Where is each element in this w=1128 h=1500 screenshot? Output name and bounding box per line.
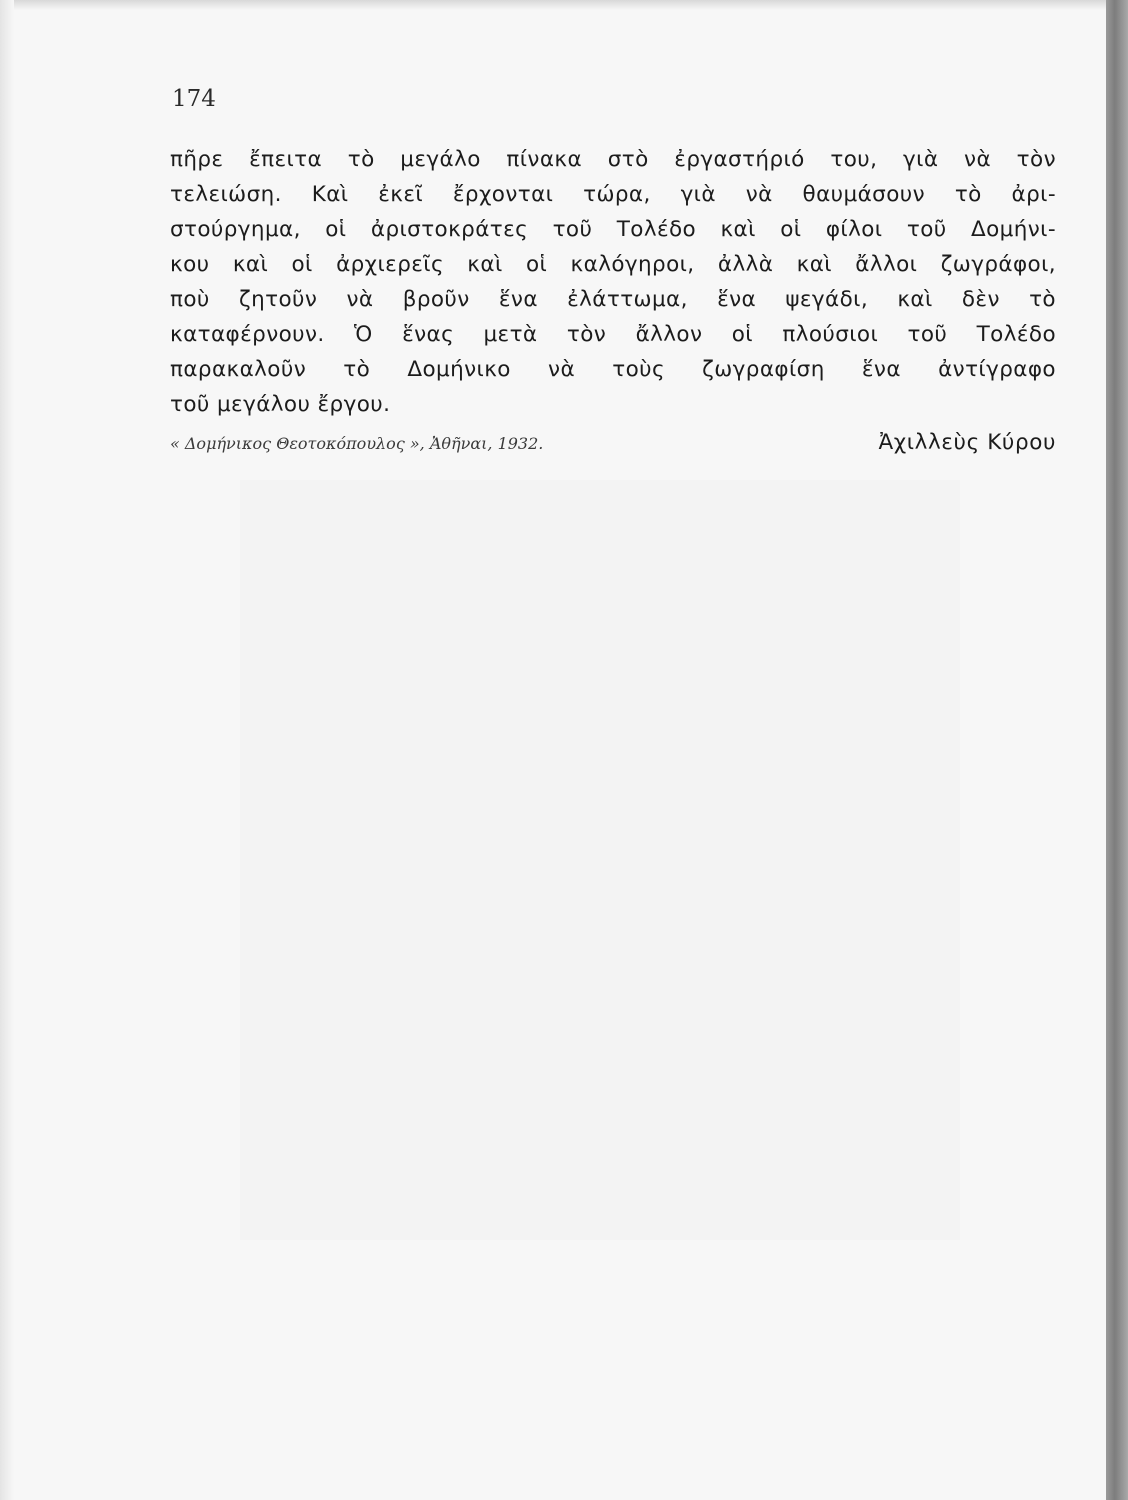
body-paragraph: [170, 142, 1056, 422]
text-line: τελειώση. Καὶ ἐκεῖ ἔρχονται τώρα, γιὰ νὰ θαυμάσουν τὸ ἀρι-: [170, 182, 1056, 207]
page-left-shadow: [0, 0, 14, 1500]
text-line: ποὺ ζητοῦν νὰ βροῦν ἕνα ἐλάττωμα, ἕνα ψεγάδι, καὶ δὲν τὸ: [170, 287, 1056, 312]
source-attribution: [170, 430, 1056, 462]
text-line: παρακαλοῦν τὸ Δομήνικο νὰ τοὺς ζωγραφίση ἕνα ἀντίγραφο: [170, 357, 1056, 382]
text-line: τοῦ μεγάλου ἔργου.: [170, 392, 391, 417]
source-citation: « Δομήνικος Θεοτοκόπουλος », Ἀθῆναι, 1932.: [170, 434, 544, 453]
text-line: κου καὶ οἱ ἀρχιερεῖς καὶ οἱ καλόγηροι, ἀλλὰ καὶ ἄλλοι ζωγράφοι,: [170, 252, 1056, 277]
author-name: Ἀχιλλεὺς Κύρου: [878, 430, 1056, 455]
text-line: στούργημα, οἱ ἀριστοκράτες τοῦ Τολέδο καὶ οἱ φίλοι τοῦ Δομήνι-: [170, 217, 1056, 242]
text-line: πῆρε ἔπειτα τὸ μεγάλο πίνακα στὸ ἐργαστήριό του, γιὰ νὰ τὸν: [170, 147, 1056, 172]
page-binding-edge: [1106, 0, 1128, 1500]
show-through-image: [240, 480, 960, 1240]
page-top-edge: [0, 0, 1106, 10]
text-line: καταφέρνουν. Ὁ ἕνας μετὰ τὸν ἄλλον οἱ πλούσιοι τοῦ Τολέδο: [170, 322, 1056, 347]
page-number: 174: [172, 86, 216, 112]
